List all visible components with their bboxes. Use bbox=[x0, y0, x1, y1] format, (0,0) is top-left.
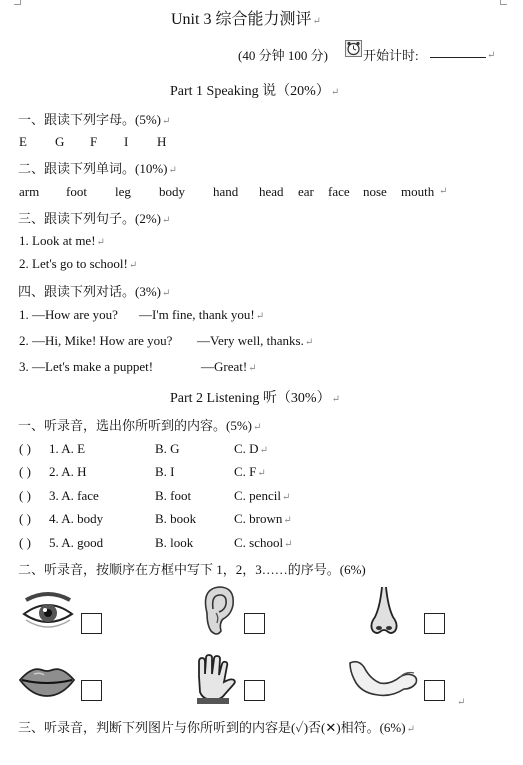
option-b: B. book bbox=[155, 511, 197, 526]
part2-heading: Part 2 Listening 听（30%）↵ bbox=[170, 391, 340, 406]
option-a: 3. A. face bbox=[49, 488, 99, 503]
letter: I bbox=[124, 134, 129, 149]
answer-paren[interactable]: ( ) bbox=[19, 511, 31, 526]
dialog-line-a: 3. —Let's make a puppet! bbox=[19, 359, 154, 374]
option-c: C. pencil↵ bbox=[234, 488, 291, 503]
option-b: B. look bbox=[155, 535, 194, 550]
timer-blank[interactable]: ↵ bbox=[430, 45, 495, 63]
option-a: 5. A. good bbox=[49, 535, 104, 550]
word: nose bbox=[363, 184, 387, 199]
answer-box[interactable] bbox=[244, 680, 265, 701]
page-title: Unit 3 综合能力测评↵ bbox=[171, 11, 321, 28]
dialog-line-b: —I'm fine, thank you!↵ bbox=[139, 307, 265, 322]
option-b: B. I bbox=[155, 464, 175, 479]
word: hand bbox=[213, 184, 239, 199]
timer-label: 开始计时: bbox=[363, 48, 419, 63]
option-c: C. D↵ bbox=[234, 441, 268, 456]
word: arm bbox=[19, 184, 40, 199]
word: face bbox=[328, 184, 350, 199]
option-b: B. foot bbox=[155, 488, 192, 503]
answer-box[interactable] bbox=[81, 613, 102, 634]
word: foot bbox=[66, 184, 87, 199]
option-a: 4. A. body bbox=[49, 511, 104, 526]
p2-sec3-label: 三、听录音，判断下列图片与你所听到的内容是(✓)否(✕)相符。(6%)↵ bbox=[18, 720, 415, 735]
option-c: C. F↵ bbox=[234, 464, 266, 479]
answer-box[interactable] bbox=[244, 613, 265, 634]
paragraph-mark: ↵ bbox=[439, 186, 448, 197]
mouth-picture bbox=[18, 660, 76, 700]
paragraph-mark: ↵ bbox=[457, 697, 466, 708]
dialog-line-a: 2. —Hi, Mike! How are you? bbox=[19, 333, 173, 348]
sentence: 2. Let's go to school!↵ bbox=[19, 256, 138, 271]
word: mouth bbox=[401, 184, 435, 199]
arm-picture bbox=[346, 655, 420, 701]
option-a: 2. A. H bbox=[49, 464, 87, 479]
word: leg bbox=[115, 184, 131, 199]
answer-paren[interactable]: ( ) bbox=[19, 488, 31, 503]
letter: F bbox=[90, 134, 98, 149]
letter: G bbox=[55, 134, 65, 149]
answer-paren[interactable]: ( ) bbox=[19, 441, 31, 456]
answer-box[interactable] bbox=[424, 680, 445, 701]
alarm-clock-icon bbox=[345, 40, 362, 57]
word: ear bbox=[298, 184, 314, 199]
answer-paren[interactable]: ( ) bbox=[19, 464, 31, 479]
p2-sec1-label: 一、听录音，选出你所听到的内容。(5%)↵ bbox=[18, 418, 262, 433]
hand-picture bbox=[189, 654, 239, 704]
option-c: C. brown↵ bbox=[234, 511, 292, 526]
p1-sec1-label: 一、跟读下列字母。(5%)↵ bbox=[18, 112, 171, 127]
answer-box[interactable] bbox=[81, 680, 102, 701]
option-c: C. school↵ bbox=[234, 535, 293, 550]
p2-sec2-label: 二、听录音，按顺序在方框中写下 1，2，3……的序号。(6%) bbox=[18, 562, 366, 577]
dialog-line-a: 1. —How are you? bbox=[19, 307, 118, 322]
eye-picture bbox=[22, 590, 74, 634]
ear-picture bbox=[197, 583, 237, 637]
dialog-line-b: —Great!↵ bbox=[201, 359, 257, 374]
word: head bbox=[259, 184, 284, 199]
option-a: 1. A. E bbox=[49, 441, 86, 456]
p1-sec2-label: 二、跟读下列单词。(10%)↵ bbox=[18, 161, 177, 176]
page-corner-mark-right bbox=[500, 0, 507, 5]
exam-meta bbox=[238, 45, 328, 64]
answer-paren[interactable]: ( ) bbox=[19, 535, 31, 550]
page-corner-mark-left bbox=[14, 0, 21, 5]
option-b: B. G bbox=[155, 441, 180, 456]
nose-picture bbox=[367, 585, 401, 639]
part1-heading: Part 1 Speaking 说（20%）↵ bbox=[170, 84, 340, 99]
p1-sec3-label: 三、跟读下列句子。(2%)↵ bbox=[18, 211, 171, 226]
letter: E bbox=[19, 134, 27, 149]
p1-sec4-label: 四、跟读下列对话。(3%)↵ bbox=[18, 284, 171, 299]
dialog-line-b: —Very well, thanks.↵ bbox=[197, 333, 314, 348]
letter: H bbox=[157, 134, 167, 149]
duration-score: (40 分钟 100 分) bbox=[238, 48, 328, 63]
sentence: 1. Look at me!↵ bbox=[19, 233, 105, 248]
answer-box[interactable] bbox=[424, 613, 445, 634]
word: body bbox=[159, 184, 185, 199]
